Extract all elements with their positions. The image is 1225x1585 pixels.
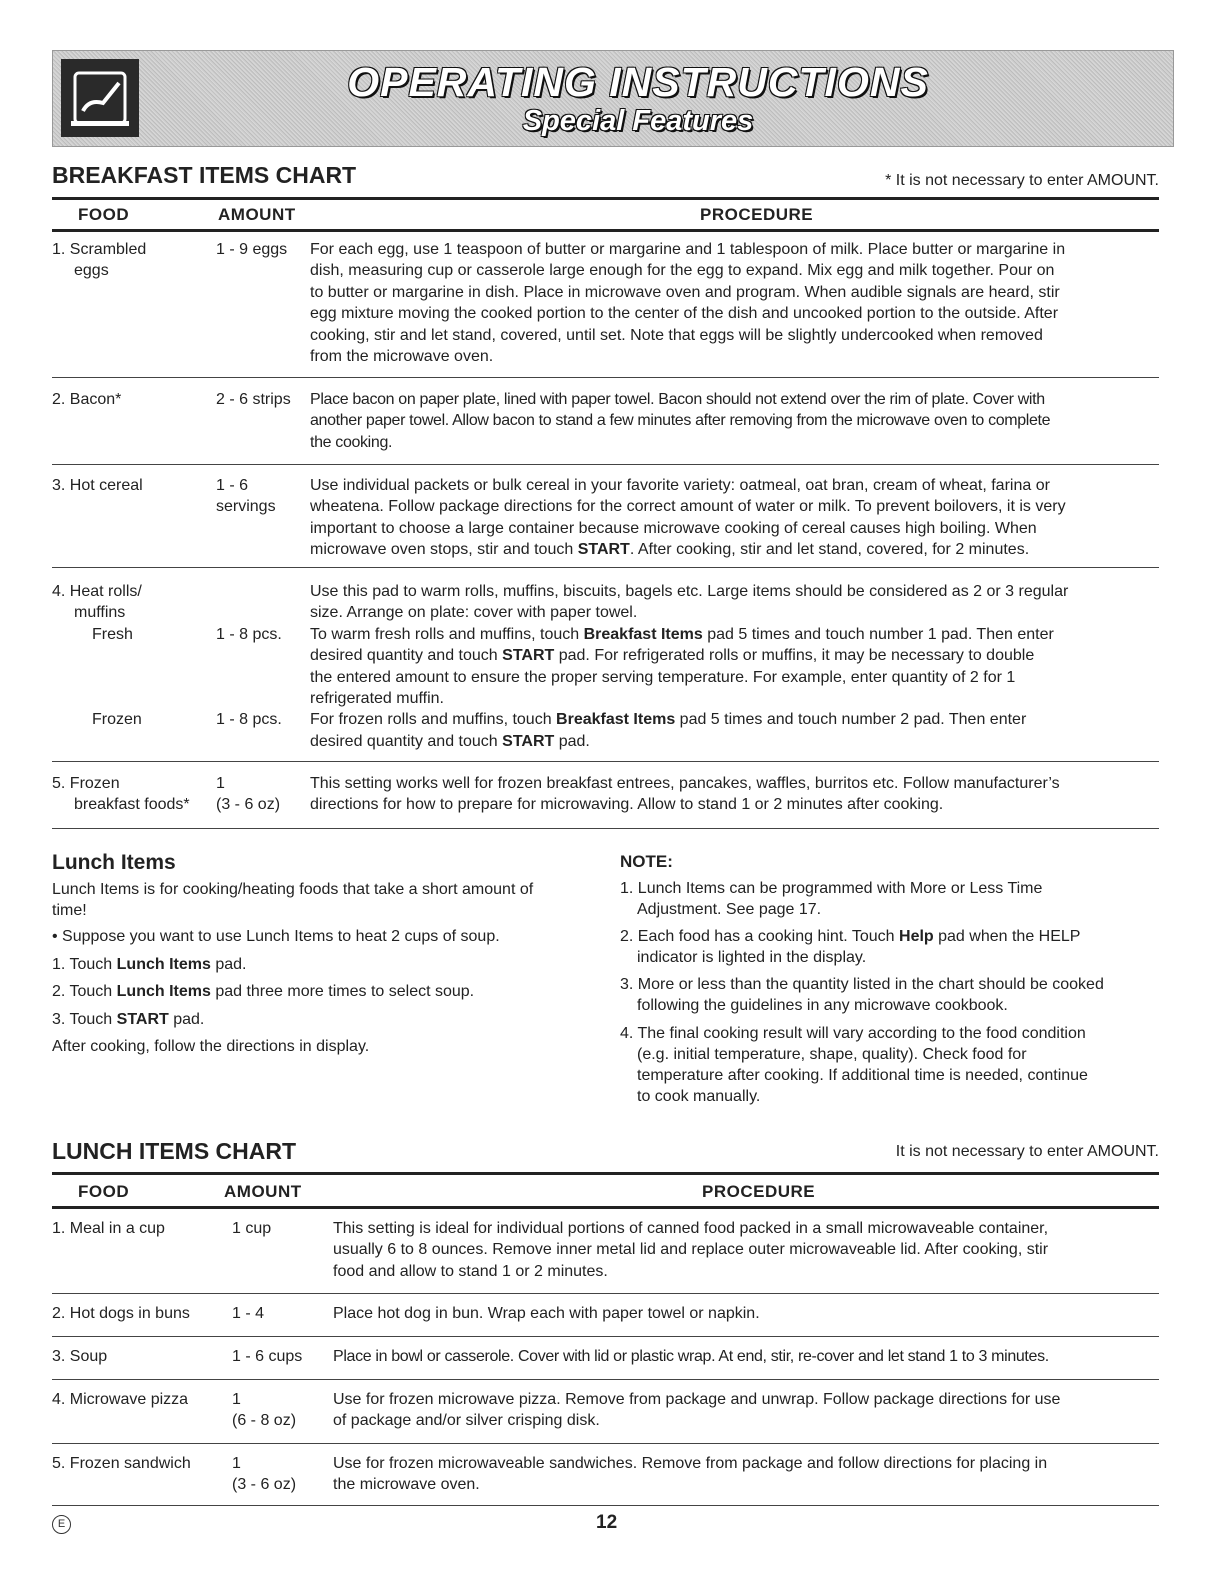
procedure-line: To warm fresh rolls and muffins, touch Breakfast Items pad 5 times and touch number 1 pad. Then enter [310,625,1054,643]
procedure-cell: Place in bowl or casserole. Cover with lid or plastic wrap. At end, stir, re-cover and let stand 1 to 3 minutes. [333,1348,1049,1365]
procedure-line: Use for frozen microwave pizza. Remove from package and unwrap. Follow package directions for use [333,1391,1061,1408]
divider [52,229,1159,232]
procedure-cell [333,1389,1163,1432]
food-line: 1. Scrambled [52,241,147,258]
row-divider [52,377,1159,378]
row-divider [52,1505,1159,1506]
text-line: temperature after cooking. If additional time is needed, continue [637,1067,1088,1084]
amount-cell: 1 - 8 pcs. [216,711,282,728]
amount-cell: 1 - 9 eggs [216,241,288,258]
procedure-cell: Place hot dog in bun. Wrap each with paper towel or napkin. [333,1305,760,1322]
column-header-food: FOOD [78,1182,130,1201]
procedure-cell [310,475,1160,561]
procedure-cell [333,1218,1163,1282]
procedure-line: Place bacon on paper plate, lined with paper towel. Bacon should not extend over the rim of plate. Cover with [310,391,1045,408]
procedure-line: the cooking. [310,433,393,451]
procedure-line: This setting is ideal for individual portions of canned food packed in a small microwaveable container, [333,1220,1049,1237]
divider [52,1172,1159,1175]
divider [52,1206,1159,1209]
page-title: OPERATING INSTRUCTIONS [347,59,929,105]
procedure-line: another paper towel. Allow bacon to stand a few minutes after removing from the microwave oven to complete [310,412,1051,430]
procedure-line: Use this pad to warm rolls, muffins, biscuits, bagels etc. Large items should be considered as 2 or 3 regular [310,583,1069,600]
procedure-cell [310,773,1160,816]
row-divider [52,567,1159,568]
lunch-items-description [52,879,612,921]
note-item [620,878,1160,920]
row-divider [52,828,1159,829]
amount-line: 1 [216,775,225,792]
food-cell [52,581,142,645]
row-divider [52,1379,1159,1380]
row-divider [52,761,1159,762]
procedure-line: This setting works well for frozen breakfast entrees, pancakes, waffles, burritos etc. Follow manufacturer’s [310,775,1060,792]
procedure-line: important to choose a large container because microwave cooking of cereal causes high boiling. When [310,519,1037,537]
language-mark: E [52,1515,71,1534]
procedure-line: refrigerated muffin. [310,690,444,708]
procedure-line: cooking, stir and let stand, covered, until set. Note that eggs will be slightly undercooked when removed [310,326,1043,344]
note-heading: NOTE: [620,852,673,871]
amount-line: servings [216,498,276,516]
procedure-line: the entered amount to ensure the proper serving temperature. For example, enter quantity of 2 for 1 [310,668,1016,686]
procedure-line: to butter or margarine in dish. Place in microwave oven and program. When audible signals are heard, stir [310,283,1060,301]
column-header-amount: AMOUNT [218,205,296,224]
note-item [620,1023,1160,1107]
food-line: muffins [74,604,126,622]
amount-line: (6 - 8 oz) [232,1412,297,1430]
food-cell: 2. Bacon* [52,391,122,408]
food-cell: 3. Soup [52,1348,108,1365]
food-line: breakfast foods* [74,796,190,814]
step-text: 1. Touch Lunch Items pad. [52,956,247,973]
text-line: time! [52,902,87,919]
row-divider [52,1336,1159,1337]
food-cell: 4. Microwave pizza [52,1391,189,1408]
lunch-items-heading: Lunch Items [52,851,176,874]
procedure-line: microwave oven stops, stir and touch START. After cooking, stir and let stand, covered, for 2 minutes. [310,541,1030,559]
food-line: eggs [74,262,109,280]
food-cell: 2. Hot dogs in buns [52,1305,190,1322]
text-line: Lunch Items is for cooking/heating foods that take a short amount of [52,881,534,898]
row-divider [52,464,1159,465]
note-item [620,974,1165,1016]
amount-cell [232,1389,296,1432]
amount-line: (3 - 6 oz) [216,796,281,814]
procedure-line: wheatena. Follow package directions for the correct amount of water or milk. To prevent boilovers, it is very [310,498,1066,516]
page-number: 12 [596,1512,618,1533]
procedure-cell [310,389,1160,453]
text-line: (e.g. initial temperature, shape, quality). Check food for [637,1046,1027,1063]
column-header-procedure: PROCEDURE [702,1182,816,1201]
page-subtitle: Special Features [522,105,754,137]
column-header-food: FOOD [78,205,130,224]
row-divider [52,1293,1159,1294]
procedure-line: size. Arrange on plate: cover with paper towel. [310,604,638,622]
amount-cell [216,773,280,816]
step-text: 3. Touch START pad. [52,1011,205,1028]
lunch-chart-title: LUNCH ITEMS CHART [52,1138,297,1164]
procedure-line: Use individual packets or bulk cereal in your favorite variety: oatmeal, oat bran, cream of wheat, farina or [310,477,1050,494]
procedure-line: For frozen rolls and muffins, touch Breakfast Items pad 5 times and touch number 2 pad. Then enter [310,711,1027,729]
text-line: following the guidelines in any microwave cookbook. [637,997,1008,1014]
procedure-line: directions for how to prepare for microwaving. Allow to stand 1 or 2 minutes after cooking. [310,796,944,814]
amount-cell: 2 - 6 strips [216,391,291,408]
procedure-cell [310,581,1160,752]
amount-line: (3 - 6 oz) [232,1476,297,1494]
text-line: indicator is lighted in the display. [637,949,867,966]
text-line: 2. Each food has a cooking hint. Touch Help pad when the HELP [620,928,1081,945]
procedure-cell [310,239,1160,367]
food-cell [52,773,190,816]
procedure-line: food and allow to stand 1 or 2 minutes. [333,1262,608,1280]
food-cell: 5. Frozen sandwich [52,1455,191,1472]
lunch-step [52,981,474,1002]
text-line: 4. The final cooking result will vary according to the food condition [620,1025,1086,1042]
lunch-example: • Suppose you want to use Lunch Items to heat 2 cups of soup. [52,928,500,945]
amount-cell: 1 cup [232,1220,272,1237]
amount-cell: 1 - 8 pcs. [216,626,282,643]
text-line: 3. More or less than the quantity listed in the chart should be cooked [620,976,1104,993]
procedure-cell [333,1453,1163,1496]
step-text: 2. Touch Lunch Items pad three more times to select soup. [52,983,475,1000]
procedure-line: usually 6 to 8 ounces. Remove inner metal lid and replace outer microwaveable lid. After cooking, stir [333,1241,1049,1259]
row-divider [52,1443,1159,1444]
food-line: 4. Heat rolls/ [52,583,142,600]
text-line: 1. Lunch Items can be programmed with More or Less Time [620,880,1043,897]
header-banner [52,50,1174,147]
food-line: 5. Frozen [52,775,120,792]
procedure-line: of package and/or silver crisping disk. [333,1412,600,1430]
amount-line: 1 - 6 [216,477,249,494]
lunch-step [52,1009,204,1030]
text-line: Adjustment. See page 17. [637,901,822,918]
lunch-chart-note: It is not necessary to enter AMOUNT. [895,1143,1159,1160]
food-cell: Frozen [92,711,142,728]
lunch-step [52,954,246,975]
divider [52,197,1159,200]
procedure-line: desired quantity and touch START pad. For refrigerated rolls or muffins, it may be necessary to double [310,647,1035,665]
procedure-line: from the microwave oven. [310,348,494,366]
food-cell [52,239,146,282]
procedure-line: desired quantity and touch START pad. [310,732,590,750]
amount-cell [216,475,276,518]
procedure-line: egg mixture moving the cooked portion to the center of the dish and uncooked portion to the outside. After [310,305,1059,323]
procedure-line: dish, measuring cup or casserole large enough for the egg to expand. Mix egg and milk together. Pour on [310,262,1055,280]
text-line: to cook manually. [637,1088,761,1105]
procedure-line: the microwave oven. [333,1476,480,1494]
amount-cell: 1 - 6 cups [232,1348,303,1365]
breakfast-chart-note: * It is not necessary to enter AMOUNT. [885,172,1159,189]
amount-cell [232,1453,296,1496]
breakfast-chart-title: BREAKFAST ITEMS CHART [52,162,357,188]
food-line: Fresh [92,625,133,643]
food-cell: 3. Hot cereal [52,477,143,494]
column-header-amount: AMOUNT [224,1182,302,1201]
lunch-after: After cooking, follow the directions in display. [52,1038,370,1055]
food-cell: 1. Meal in a cup [52,1220,165,1237]
amount-line: 1 [232,1391,241,1408]
amount-line: 1 [232,1455,241,1472]
amount-cell: 1 - 4 [232,1305,265,1322]
column-header-procedure: PROCEDURE [700,205,814,224]
note-item [620,926,1160,968]
procedure-line: For each egg, use 1 teaspoon of butter or margarine and 1 tablespoon of milk. Place butter or margarine in [310,241,1066,258]
procedure-line: Use for frozen microwaveable sandwiches. Remove from package and follow directions for placing in [333,1455,1048,1472]
